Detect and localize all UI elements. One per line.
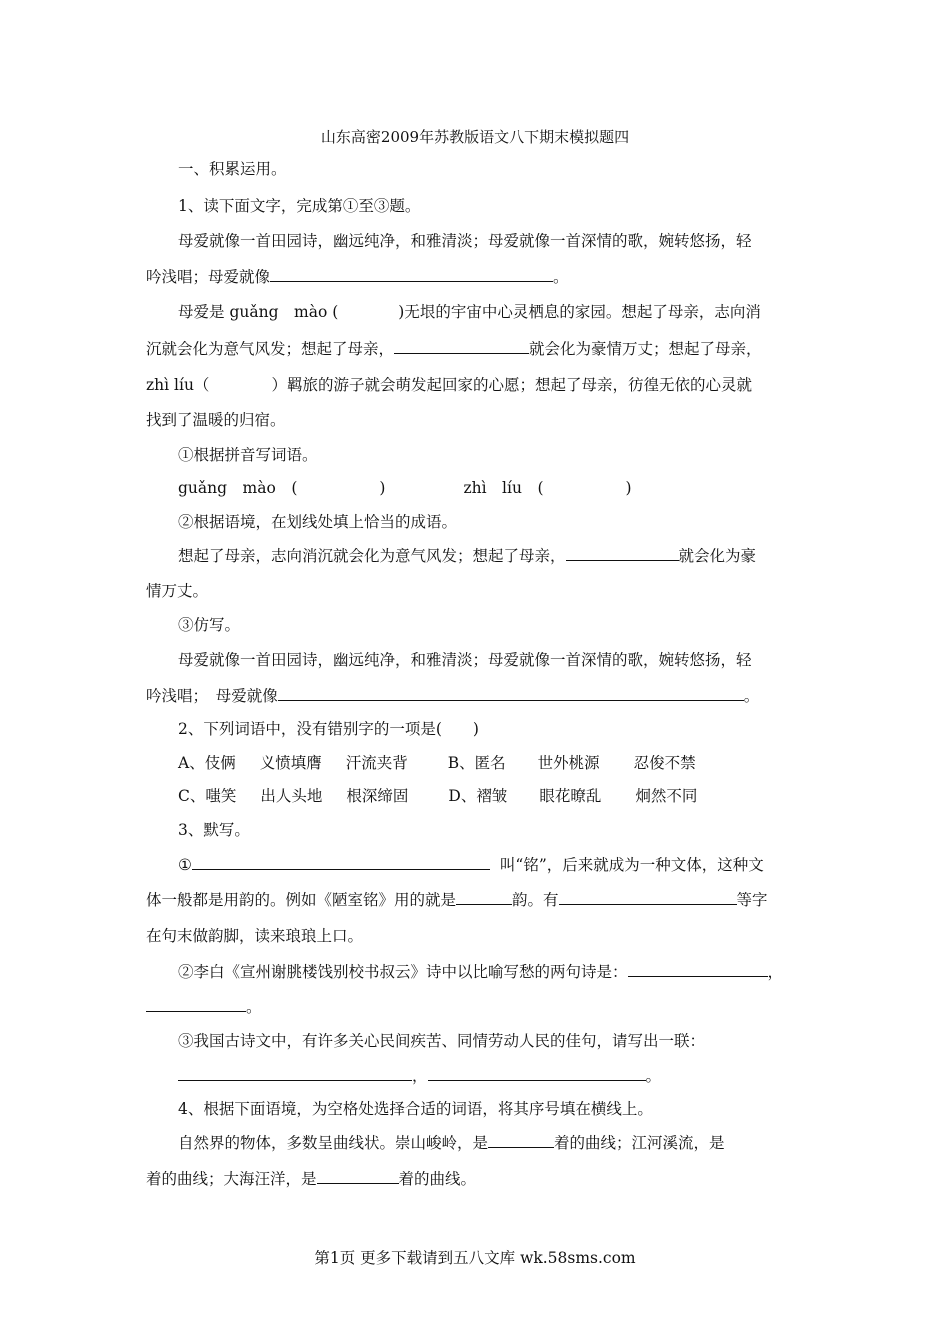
answer-blank[interactable]	[488, 1133, 554, 1148]
pinyin: zhì líu (	[463, 479, 544, 497]
answer-blank[interactable]	[146, 997, 246, 1012]
text: 。	[553, 268, 569, 286]
option-c-label[interactable]: C、嗤笑	[178, 787, 237, 805]
q3-heading: 3、默写。	[178, 821, 250, 839]
answer-blank[interactable]	[559, 890, 737, 905]
text: 。	[743, 687, 760, 705]
text: 就会化为豪	[678, 547, 757, 565]
answer-blank[interactable]	[317, 1169, 399, 1184]
answer-blank[interactable]	[270, 267, 553, 282]
option-a-label[interactable]: A、伎俩	[178, 754, 236, 772]
q2-heading: 2、下列词语中，没有错别字的一项是( )	[178, 720, 479, 738]
option-b-label[interactable]: B、匿名	[447, 754, 506, 772]
pinyin: guǎng mào (	[178, 479, 298, 497]
q3-line2	[146, 890, 768, 910]
q1-sub1-heading: ①根据拼音写词语。	[178, 446, 318, 464]
text: 无垠的宇宙中心灵栖息的家园。想起了母亲，志向消	[404, 303, 761, 321]
text: ，	[767, 963, 784, 981]
text: )	[379, 479, 386, 497]
text: 吟浅唱； 母爱就像	[146, 687, 278, 705]
q2-options-row1	[178, 753, 696, 773]
q1-sub3-heading: ③仿写。	[178, 616, 241, 634]
text: 母爱是	[178, 303, 225, 321]
text: ）羁旅的游子就会萌发起回家的心愿；想起了母亲，彷徨无依的心灵就	[271, 376, 752, 394]
text: ①	[178, 856, 192, 874]
page-footer: 第1页 更多下载请到五八文库 wk.58sms.com	[314, 1249, 636, 1267]
q2-options-row2	[178, 786, 697, 806]
text: 着的曲线。	[398, 1170, 477, 1188]
text: 吟浅唱；母爱就像	[146, 268, 271, 286]
q3-line1	[178, 855, 764, 875]
text: )	[625, 479, 632, 497]
text: 根深缔固	[346, 787, 409, 805]
q1-passage2-line4: 找到了温暖的归宿。	[146, 411, 286, 429]
q4-heading: 4、根据下面语境，为空格处选择合适的词语，将其序号填在横线上。	[178, 1100, 653, 1118]
answer-blank[interactable]	[178, 1066, 412, 1081]
answer-blank[interactable]	[456, 890, 512, 905]
q1-passage2-line3	[146, 375, 752, 395]
q1-passage1-line1: 母爱就像一首田园诗，幽远纯净，和雅清淡；母爱就像一首深情的歌，婉转悠扬，轻	[178, 232, 752, 250]
text: ，	[412, 1067, 428, 1085]
q1-passage2-line1	[178, 302, 761, 322]
text: 体一般都是用韵的。例如《陋室铭》用的就是	[146, 891, 457, 909]
q1-sub3-line1: 母爱就像一首田园诗，幽远纯净，和雅清淡；母爱就像一首深情的歌，婉转悠扬，轻	[178, 651, 752, 669]
q1-heading: 1、读下面文字，完成第①至③题。	[178, 197, 421, 215]
text: 想起了母亲，志向消沉就会化为意气风发；想起了母亲，	[178, 547, 566, 565]
q3-line4	[178, 962, 783, 982]
text: 眼花暸乱	[539, 787, 602, 805]
q3-line3: 在句末做韵脚，读来琅琅上口。	[146, 927, 364, 945]
text: 等字	[736, 891, 768, 909]
q3-line6: ③我国古诗文中，有许多关心民间疾苦、同情劳动人民的佳句，请写出一联：	[178, 1032, 706, 1050]
document-title: 山东高密2009年苏教版语文八下期末模拟题四	[320, 128, 630, 146]
text: 。	[246, 998, 262, 1016]
answer-blank[interactable]	[428, 1066, 646, 1081]
text: 自然界的物体，多数呈曲线状。崇山峻岭，是	[178, 1134, 489, 1152]
pinyin: guǎng mào	[229, 303, 328, 321]
text: 炯然不同	[635, 787, 698, 805]
answer-blank[interactable]	[566, 546, 679, 561]
text: ②李白《宣州谢朓楼饯别校书叔云》诗中以比喻写愁的两句诗是：	[178, 963, 628, 981]
q4-line1	[178, 1133, 725, 1153]
text: 沉就会化为意气风发；想起了母亲，	[146, 340, 395, 358]
option-d-label[interactable]: D、褶皱	[448, 787, 508, 805]
q1-sub2-line2: 情万丈。	[146, 582, 209, 600]
q1-sub2-heading: ②根据语境，在划线处填上恰当的成语。	[178, 513, 458, 531]
text: )	[398, 303, 405, 321]
text: (	[332, 303, 339, 321]
text: 忍俊不禁	[633, 754, 696, 772]
text: 叫“铭”，后来就成为一种文体，这种文	[499, 856, 764, 874]
text: 。	[645, 1067, 662, 1085]
text: 着的曲线；大海汪洋，是	[146, 1170, 317, 1188]
answer-blank[interactable]	[628, 962, 768, 977]
text: 义愤填膺	[259, 754, 322, 772]
q1-passage2-line2	[146, 339, 762, 359]
q1-sub3-line2	[146, 686, 759, 706]
text: 韵。有	[512, 891, 559, 909]
text: 着的曲线；江河溪流，是	[554, 1134, 725, 1152]
q3-line5	[146, 997, 262, 1017]
answer-blank[interactable]	[278, 686, 744, 701]
text: 汗流夹背	[345, 754, 408, 772]
q4-line2	[146, 1169, 476, 1189]
q1-sub2-line1	[178, 546, 756, 566]
text: 就会化为豪情万丈；想起了母亲，	[529, 340, 762, 358]
pinyin: zhì líu（	[146, 376, 210, 394]
answer-blank[interactable]	[192, 855, 490, 870]
q1-passage1-line2	[146, 267, 569, 287]
text: 世外桃源	[537, 754, 600, 772]
text: 出人头地	[260, 787, 323, 805]
q1-sub1-answers	[178, 478, 632, 498]
answer-blank[interactable]	[394, 339, 529, 354]
q3-line7	[178, 1066, 661, 1086]
section-heading: 一、积累运用。	[178, 160, 287, 178]
